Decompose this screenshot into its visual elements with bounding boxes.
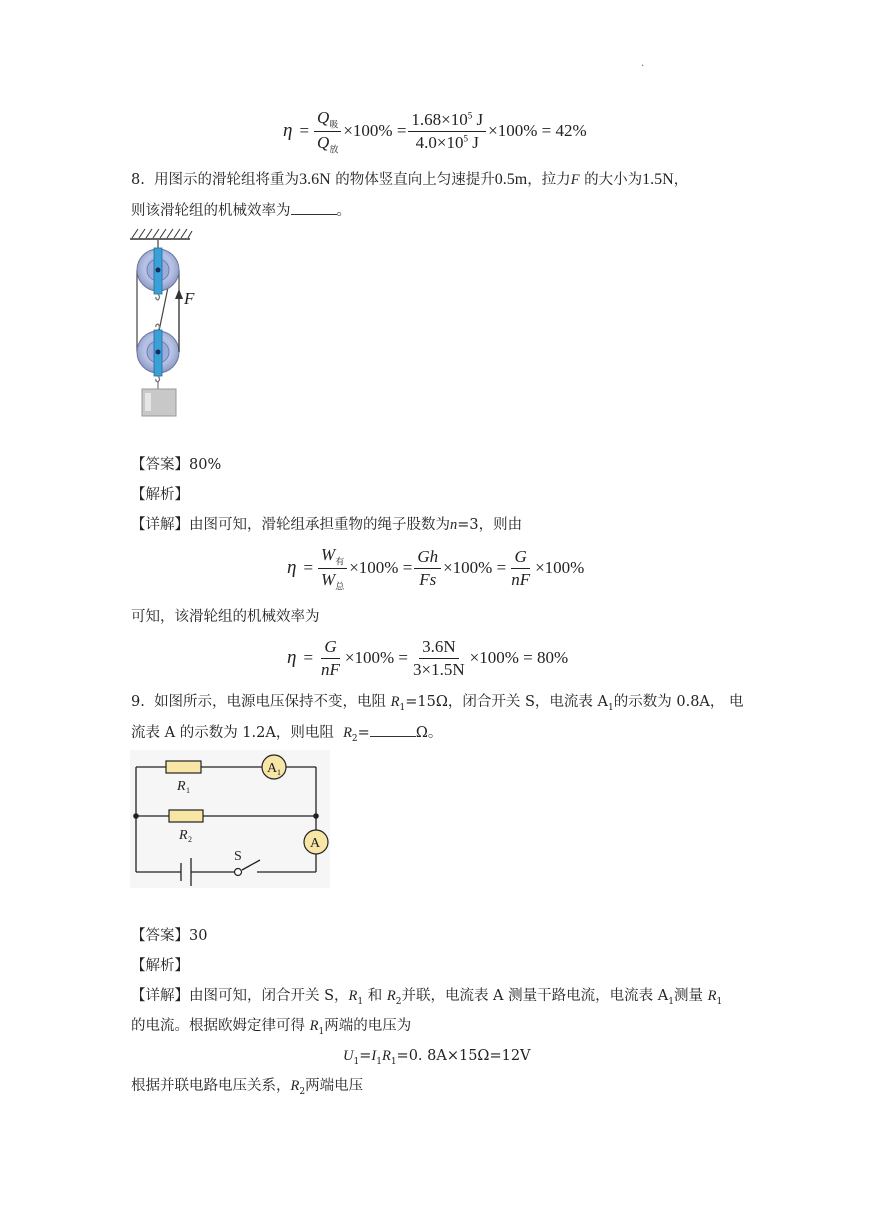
q8-detail: 【详解】由图可知，滑轮组承担重物的绳子股数为n=3，则由 — [131, 517, 523, 533]
circuit-diagram — [130, 750, 330, 888]
q8-line2: 则该滑轮组的机械效率为 。 — [131, 200, 351, 221]
answer-blank — [370, 722, 416, 737]
q9-analysis: 【解析】 — [131, 958, 189, 974]
q9-line2: 流表 A 的示数为 1.2A，则电阻 $R_2= \Omega$。 — [131, 722, 442, 749]
svg-text:A: A — [310, 836, 321, 851]
answer-blank — [291, 200, 337, 215]
q8-answer: 【答案】80% — [131, 457, 222, 473]
q8-analysis: 【解析】 — [131, 487, 189, 503]
q9-last-line: 根据并联电路电压关系，$R_2$两端电压 — [131, 1078, 364, 1097]
q8-equation-2: η = $\frac{G}{nF}$ ×100% = $\frac{3.6N}{3\times 1.5N}$ ×100% = 80% — [287, 637, 569, 679]
svg-text:1: 1 — [277, 768, 281, 777]
fraction-q: $\frac{Q_吸}{Q_放}$ — [314, 108, 341, 154]
force-label: F — [184, 289, 195, 308]
svg-text:A: A — [267, 761, 278, 776]
q8-equation-1: η = $\frac{W_有}{W_总}$ ×100% = $\frac{Gh}{Fs}$ ×100% = $\frac{G}{nF}$ ×100% — [287, 545, 585, 592]
eta-symbol: η — [283, 120, 293, 142]
svg-text:1: 1 — [186, 786, 190, 795]
resistor-r2 — [169, 810, 203, 822]
svg-text:R: R — [177, 779, 186, 794]
svg-text:R: R — [179, 828, 188, 843]
fraction-joules: $\frac{1.68\times 10^5 J}{4.0\times 10^5 J}$ — [408, 110, 486, 152]
q9-detail-line1: 【详解】由图可知，闭合开关 S，$R_1$ 和 $R_2$并联，电流表 A 测量干路电流，电流表 $A_1$测量 $R_1$ — [131, 988, 723, 1007]
svg-text:S: S — [234, 849, 242, 864]
q9-answer: 【答案】30 — [131, 928, 208, 944]
q9-detail-line2: 的电流。根据欧姆定律可得 $R_1$两端的电压为 — [131, 1018, 412, 1037]
q9-line1: 9. 如图所示，电源电压保持不变，电阻 $R_1=15\Omega$，闭合开关 S，电流表 $A_1$的示数为 0.8A， 电 — [131, 694, 744, 713]
efficiency-equation-top: η = $\frac{Q_吸}{Q_放}$ ×100% = $\frac{1.68\times 10^5 J}{4.0\times 10^5 J}$ ×100% = 42% — [283, 108, 587, 155]
q9-voltage-equation: $U_1=I_1R_1=0$. 8A×15Ω=12V — [343, 1048, 531, 1067]
svg-text:2: 2 — [188, 835, 192, 844]
header-mark: . — [641, 58, 645, 69]
q8-line1: 8. 用图示的滑轮组将重为3.6N 的物体竖直向上匀速提升0.5m，拉力F 的大小为1.5N， — [131, 171, 689, 188]
resistor-r1 — [166, 761, 201, 773]
pulley-diagram — [126, 226, 222, 422]
q8-known: 可知，该滑轮组的机械效率为 — [131, 609, 320, 625]
